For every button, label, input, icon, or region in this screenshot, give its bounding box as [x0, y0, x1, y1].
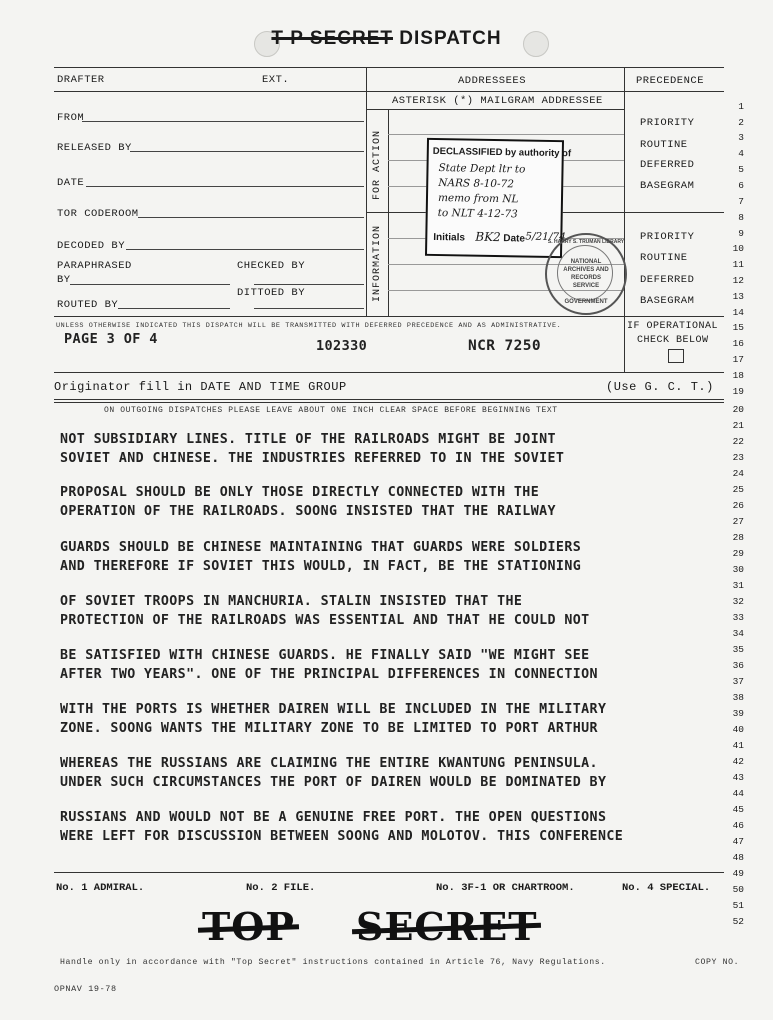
title-main: DISPATCH	[399, 28, 502, 49]
line-number: 10	[732, 243, 744, 254]
use-gct-label: (Use G. C. T.)	[606, 380, 714, 394]
decoded-by-line[interactable]	[126, 249, 364, 250]
line-number: 16	[732, 338, 744, 349]
line-number: 3	[738, 132, 744, 143]
operational-checkbox[interactable]	[668, 349, 684, 363]
checked-by-label: CHECKED BY	[237, 260, 306, 272]
action-priority[interactable]: PRIORITY	[640, 117, 695, 129]
body-line: WHEREAS THE RUSSIANS ARE CLAIMING THE ENTIRE KWANTUNG PENINSULA.	[60, 756, 598, 771]
line-number: 46	[732, 820, 744, 831]
archives-seal	[545, 233, 627, 315]
seal-outer-text: S. HARRY S. TRUMAN LIBRARY	[547, 239, 625, 245]
seal-inner3: RECORDS	[570, 275, 601, 281]
line-number: 12	[732, 275, 744, 286]
line-number: 35	[732, 644, 744, 655]
body-line: WERE LEFT FOR DISCUSSION BETWEEN SOONG AND MOLOTOV. THIS CONFERENCE	[60, 829, 624, 844]
col-divider-1	[366, 67, 367, 316]
handle-note: Handle only in accordance with "Top Secret" instructions contained in Article 76, Navy Regulations.	[60, 958, 606, 967]
stamp-initials-label: Initials	[433, 231, 466, 244]
seal-inner4: SERVICE	[572, 283, 600, 289]
footer-divider	[54, 872, 724, 873]
routed-by-line[interactable]	[118, 308, 230, 309]
addressees-label: ADDRESSEES	[458, 75, 527, 87]
body-line: NOT SUBSIDIARY LINES. TITLE OF THE RAILROADS MIGHT BE JOINT	[60, 432, 556, 447]
secret-stamp: SECRET	[356, 904, 538, 949]
line-number: 14	[732, 307, 744, 318]
line-number: 33	[732, 612, 744, 623]
line-number: 5	[738, 164, 744, 175]
line-number: 24	[732, 468, 744, 479]
line-number: 29	[732, 548, 744, 559]
body-line: BE SATISFIED WITH CHINESE GUARDS. HE FINALLY SAID "WE MIGHT SEE	[60, 648, 590, 663]
col-divider-2	[624, 67, 625, 372]
stamp-date: 5/21/74	[525, 230, 566, 244]
form-number: OPNAV 19-78	[54, 984, 117, 994]
line-number: 42	[732, 756, 744, 767]
line-number: 22	[732, 436, 744, 447]
line-number: 37	[732, 676, 744, 687]
from-label: FROM	[57, 112, 85, 124]
action-basegram[interactable]: BASEGRAM	[640, 180, 695, 192]
footer-no4: No. 4 SPECIAL.	[622, 882, 711, 894]
declassified-stamp	[425, 138, 572, 258]
page-row-bottom	[54, 372, 724, 373]
released-by-label: RELEASED BY	[57, 142, 132, 154]
action-line-1	[388, 134, 624, 135]
line-number: 7	[738, 196, 744, 207]
title-struck: T P SECRET	[271, 28, 393, 49]
seal-bottom-text: GOVERNMENT	[564, 299, 608, 305]
stamp-line1: DECLASSIFIED by authority of	[432, 145, 572, 160]
info-basegram[interactable]: BASEGRAM	[640, 295, 695, 307]
line-number: 9	[738, 228, 744, 239]
stamp-date-label: Date	[503, 233, 526, 245]
line-number: 36	[732, 660, 744, 671]
line-number: 45	[732, 804, 744, 815]
ext-label: EXT.	[262, 74, 290, 86]
originator-label: Originator fill in DATE AND TIME GROUP	[54, 380, 347, 394]
if-operational-label: IF OPERATIONAL	[627, 321, 719, 332]
line-number: 43	[732, 772, 744, 783]
line-number: 19	[732, 386, 744, 397]
transmit-note: UNLESS OTHERWISE INDICATED THIS DISPATCH WILL BE TRANSMITTED WITH DEFERRED PRECEDENCE AND AS ADMINISTRATIVE.	[56, 322, 562, 330]
action-routine[interactable]: ROUTINE	[640, 139, 688, 151]
footer-no2: No. 2 FILE.	[246, 882, 316, 894]
line-number: 18	[732, 370, 744, 381]
paraphrased-by-label: PARAPHRASED BY	[57, 260, 132, 286]
body-line: OPERATION OF THE RAILROADS. SOONG INSISTED THAT THE RAILWAY	[60, 504, 556, 519]
line-number: 52	[732, 916, 744, 927]
body-line: WITH THE PORTS IS WHETHER DAIREN WILL BE INCLUDED IN THE MILITARY	[60, 702, 607, 717]
line-number: 28	[732, 532, 744, 543]
line-number: 51	[732, 900, 744, 911]
dittoed-by-line[interactable]	[254, 308, 364, 309]
tor-coderoom-line[interactable]	[138, 217, 364, 218]
line-number: 15	[732, 322, 744, 333]
checked-by-line[interactable]	[254, 284, 364, 285]
information-label: INFORMATION	[372, 224, 383, 302]
top-stamp: TOP	[202, 904, 295, 949]
info-routine[interactable]: ROUTINE	[640, 252, 688, 264]
from-line[interactable]	[82, 121, 364, 122]
line-number: 41	[732, 740, 744, 751]
dispatch-title	[0, 28, 773, 50]
date-label: DATE	[57, 177, 85, 189]
body-line: AND THEREFORE IF SOVIET THIS WOULD, IN FACT, BE THE STATIONING	[60, 559, 582, 574]
line-number: 27	[732, 516, 744, 527]
stamp-line3: NARS 8-10-72	[438, 177, 515, 191]
line-number: 1	[738, 101, 744, 112]
line-number: 44	[732, 788, 744, 799]
tor-coderoom-label: TOR CODEROOM	[57, 208, 139, 220]
line-number: 32	[732, 596, 744, 607]
line-number: 38	[732, 692, 744, 703]
date-time-group: 102330	[316, 338, 368, 354]
precedence-label: PRECEDENCE	[636, 75, 705, 87]
line-number: 17	[732, 354, 744, 365]
body-line: OF SOVIET TROOPS IN MANCHURIA. STALIN INSISTED THAT THE	[60, 594, 523, 609]
originator-bottom-double	[54, 402, 724, 403]
copy-no: COPY NO.	[695, 958, 740, 967]
footer-no3: No. 3F-1 OR CHARTROOM.	[436, 882, 575, 894]
line-number: 49	[732, 868, 744, 879]
footer-no1: No. 1 ADMIRAL.	[56, 882, 145, 894]
line-number: 30	[732, 564, 744, 575]
date-line[interactable]	[86, 186, 364, 187]
routed-by-label: ROUTED BY	[57, 299, 119, 311]
body-line: ZONE. SOONG WANTS THE MILITARY ZONE TO BE LIMITED TO PORT ARTHUR	[60, 721, 598, 736]
line-number: 8	[738, 212, 744, 223]
line-number: 23	[732, 452, 744, 463]
line-number: 31	[732, 580, 744, 591]
for-action-label: FOR ACTION	[372, 129, 383, 200]
body-line: UNDER SUCH CIRCUMSTANCES THE PORT OF DAIREN WOULD BE DOMINATED BY	[60, 775, 607, 790]
seal-inner2: ARCHIVES AND	[563, 267, 609, 273]
line-number: 47	[732, 836, 744, 847]
decoded-by-label: DECODED BY	[57, 240, 126, 252]
body-line: AFTER TWO YEARS". ONE OF THE PRINCIPAL DIFFERENCES IN CONNECTION	[60, 667, 598, 682]
seal-inner-ring	[557, 245, 613, 301]
body-line: GUARDS SHOULD BE CHINESE MAINTAINING THAT GUARDS WERE SOLDIERS	[60, 540, 582, 555]
line-number: 13	[732, 291, 744, 302]
check-below-label: CHECK BELOW	[637, 335, 709, 346]
line-number: 48	[732, 852, 744, 863]
drafter-label: DRAFTER	[57, 74, 105, 86]
body-line: PROPOSAL SHOULD BE ONLY THOSE DIRECTLY CONNECTED WITH THE	[60, 485, 540, 500]
line-number: 20	[732, 404, 744, 415]
line-number: 21	[732, 420, 744, 431]
body-line: PROTECTION OF THE RAILROADS WAS ESSENTIAL AND THAT HE COULD NOT	[60, 613, 590, 628]
paraphrased-by-line[interactable]	[70, 284, 230, 285]
body-line: RUSSIANS AND WOULD NOT BE A GENUINE FREE PORT. THE OPEN QUESTIONS	[60, 810, 607, 825]
mailgram-label: ASTERISK (*) MAILGRAM ADDRESSEE	[392, 95, 603, 107]
col-divider-action	[388, 109, 389, 316]
page-number: PAGE 3 OF 4	[64, 331, 158, 347]
line-number: 6	[738, 180, 744, 191]
seal-inner1: NATIONAL	[570, 259, 602, 265]
line-number: 26	[732, 500, 744, 511]
stamp-line2: State Dept ltr to	[438, 162, 526, 176]
info-priority[interactable]: PRIORITY	[640, 231, 695, 243]
line-number: 25	[732, 484, 744, 495]
stamp-line5: to NLT 4-12-73	[437, 207, 518, 221]
released-by-line[interactable]	[130, 151, 364, 152]
info-deferred[interactable]: DEFERRED	[640, 274, 695, 286]
body-line: SOVIET AND CHINESE. THE INDUSTRIES REFERRED TO IN THE SOVIET	[60, 451, 565, 466]
line-number: 4	[738, 148, 744, 159]
line-number: 50	[732, 884, 744, 895]
dittoed-by-label: DITTOED BY	[237, 287, 306, 299]
line-number: 40	[732, 724, 744, 735]
line-number: 2	[738, 117, 744, 128]
line-number: 34	[732, 628, 744, 639]
ncr-number: NCR 7250	[468, 338, 542, 354]
line-number: 39	[732, 708, 744, 719]
stamp-initials: BK2	[475, 229, 501, 245]
originator-bottom	[54, 399, 724, 400]
mailgram-divider	[366, 109, 624, 110]
action-deferred[interactable]: DEFERRED	[640, 159, 695, 171]
stamp-line4: memo from NL	[437, 192, 519, 206]
outgoing-note: ON OUTGOING DISPATCHES PLEASE LEAVE ABOUT ONE INCH CLEAR SPACE BEFORE BEGINNING TEXT	[104, 406, 558, 415]
line-number: 11	[732, 259, 744, 270]
